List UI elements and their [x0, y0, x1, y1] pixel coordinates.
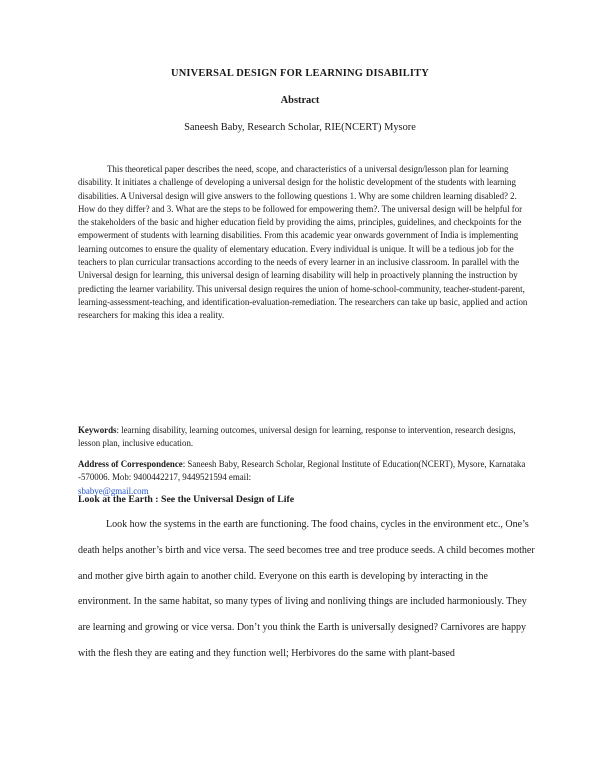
author-line: Saneesh Baby, Research Scholar, RIE(NCERT) Mysore [184, 122, 416, 133]
paper-title: UNIVERSAL DESIGN FOR LEARNING DISABILITY [170, 68, 429, 79]
keywords-paragraph [78, 424, 538, 451]
address-label: Address of Correspondence [78, 459, 183, 469]
address-text: : Saneesh Baby, Research Scholar, Regional Institute of Education(NCERT), Mysore, Karnataka -570006. Mob: 9400442217, 9449521594 email: [78, 459, 526, 483]
section-heading: Look at the Earth : See the Universal Design of Life [78, 494, 295, 505]
keywords-label: Keywords [78, 425, 117, 435]
abstract-body: This theoretical paper describes the need, scope, and characteristics of a universal design/lesson plan for learning disability. It initiates a challenge of developing a universal design for the holistic development of the students with learning disabilities. A Universal design will give answers to the following questions 1. Why are some children learning disabled? 2. How do they differ? and 3. What are the steps to be followed for empowering them?. The universal design will be helpful for the stakeholders of the basic and higher education field by providing the aims, principles, guidelines, and checkpoints for the empowerment of students with learning disabilities. From this academic year onwards government of India is implementing learning outcomes to ensure the quality of elementary education. Every individual is unique. It will be a tedious job for the teachers to plan curricular transactions according to the needs of every learner in an inclusive classroom. In parallel with the Universal design for learning, this universal design of learning disability will help in proactively planning the instruction by predicting the learner variability. This universal design requires the union of home-school-community, teacher-student-parent, learning-assessment-teaching, and identification-evaluation-remediation. The researchers can take up basic, applied and action researchers for making this idea a reality. [78, 164, 528, 321]
email-link[interactable]: sbabye@gmail.com [78, 485, 149, 496]
section-body: Look how the systems in the earth are functioning. The food chains, cycles in the environment etc., One’s death helps another’s birth and vice versa. The seed becomes tree and tree produce seeds. A child becomes mother and mother give birth again to another child. Everyone on this earth is developing by interacting in the environment. In the same habitat, so many types of living and nonliving things are included harmoniously. They are learning and growing or vice versa. Don’t you think the Earth is universally designed? Carnivores are happy with the flesh they are eating and they function well; Herbivores do the same with plant-based [78, 519, 535, 659]
address-paragraph [78, 458, 538, 498]
abstract-heading: Abstract [280, 95, 320, 106]
keywords-text: : learning disability, learning outcomes, universal design for learning, response to intervention, research designs, lesson plan, inclusive education. [78, 425, 516, 449]
